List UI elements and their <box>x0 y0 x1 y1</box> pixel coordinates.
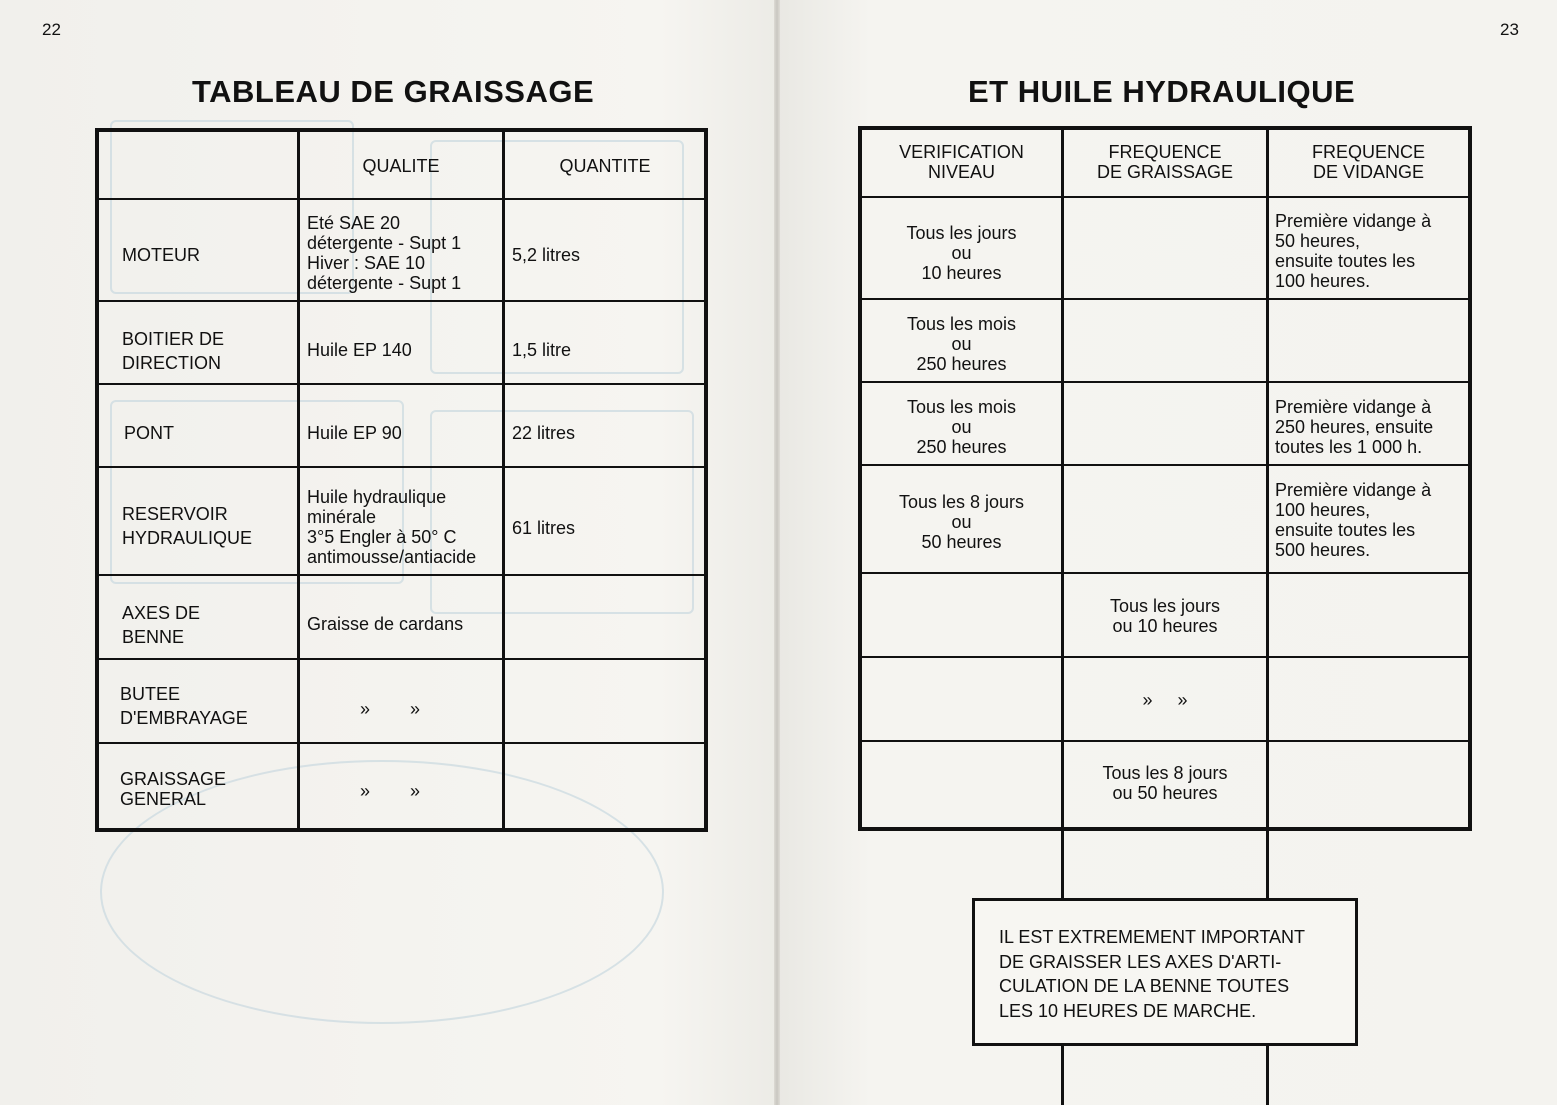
page-title-right: ET HUILE HYDRAULIQUE <box>968 74 1356 109</box>
vidange-cell: Première vidange à 250 heures, ensuite toutes les 1 000 h. <box>1275 397 1434 457</box>
page-title-left: TABLEAU DE GRAISSAGE <box>192 74 595 109</box>
verification-cell: Tous les jours ou 10 heures <box>906 223 1017 283</box>
row-organe: BOITIER DE DIRECTION <box>122 329 225 373</box>
row-organe: AXES DE BENNE <box>122 603 201 647</box>
page-number-right: 23 <box>1500 20 1519 39</box>
row-organe: RESERVOIR HYDRAULIQUE <box>122 504 253 548</box>
row-qualite: Graisse de cardans <box>307 614 464 634</box>
row-organe: MOTEUR <box>122 245 200 265</box>
row-quantite: 22 litres <box>512 423 576 443</box>
row-organe: GRAISSAGE GENERAL <box>120 769 227 809</box>
row-qualite: Huile EP 140 <box>307 340 412 360</box>
row-qualite: » » <box>360 781 421 801</box>
verification-cell: Tous les mois ou 250 heures <box>906 314 1017 374</box>
row-organe: BUTEE D'EMBRAYAGE <box>120 684 248 728</box>
row-qualite: Huile hydraulique minérale 3°5 Engler à 50° C antimousse/antiacide <box>307 487 477 567</box>
page-number-left: 22 <box>42 20 61 39</box>
header-qualite: QUALITE <box>362 156 440 176</box>
important-note-box: IL EST EXTREMEMENT IMPORTANT DE GRAISSER LES AXES D'ARTI- CULATION DE LA BENNE TOUTES LES 10 HEURES DE MARCHE. <box>972 898 1358 1046</box>
header-graissage: FREQUENCE DE GRAISSAGE <box>1096 142 1234 182</box>
header-vidange: FREQUENCE DE VIDANGE <box>1311 142 1425 182</box>
row-quantite: 5,2 litres <box>512 245 581 265</box>
row-organe: PONT <box>124 423 175 443</box>
header-verification: VERIFICATION NIVEAU <box>899 142 1024 182</box>
graissage-cell: Tous les 8 jours ou 50 heures <box>1102 763 1228 803</box>
row-qualite: Eté SAE 20 détergente - Supt 1 Hiver : SAE 10 détergente - Supt 1 <box>307 213 462 293</box>
row-quantite: 1,5 litre <box>512 340 572 360</box>
vidange-cell: Première vidange à 50 heures, ensuite toutes les 100 heures. <box>1275 211 1432 291</box>
verification-cell: Tous les mois ou 250 heures <box>906 397 1017 457</box>
verification-cell: Tous les 8 jours ou 50 heures <box>898 492 1025 552</box>
row-qualite: Huile EP 90 <box>307 423 402 443</box>
row-quantite: 61 litres <box>512 518 576 538</box>
vidange-cell: Première vidange à 100 heures, ensuite toutes les 500 heures. <box>1275 480 1432 560</box>
header-quantite: QUANTITE <box>559 156 651 176</box>
book-gutter <box>774 0 780 1105</box>
graissage-cell: Tous les jours ou 10 heures <box>1109 596 1221 636</box>
row-qualite: » » <box>360 699 421 719</box>
graissage-cell: » » <box>1142 690 1188 710</box>
